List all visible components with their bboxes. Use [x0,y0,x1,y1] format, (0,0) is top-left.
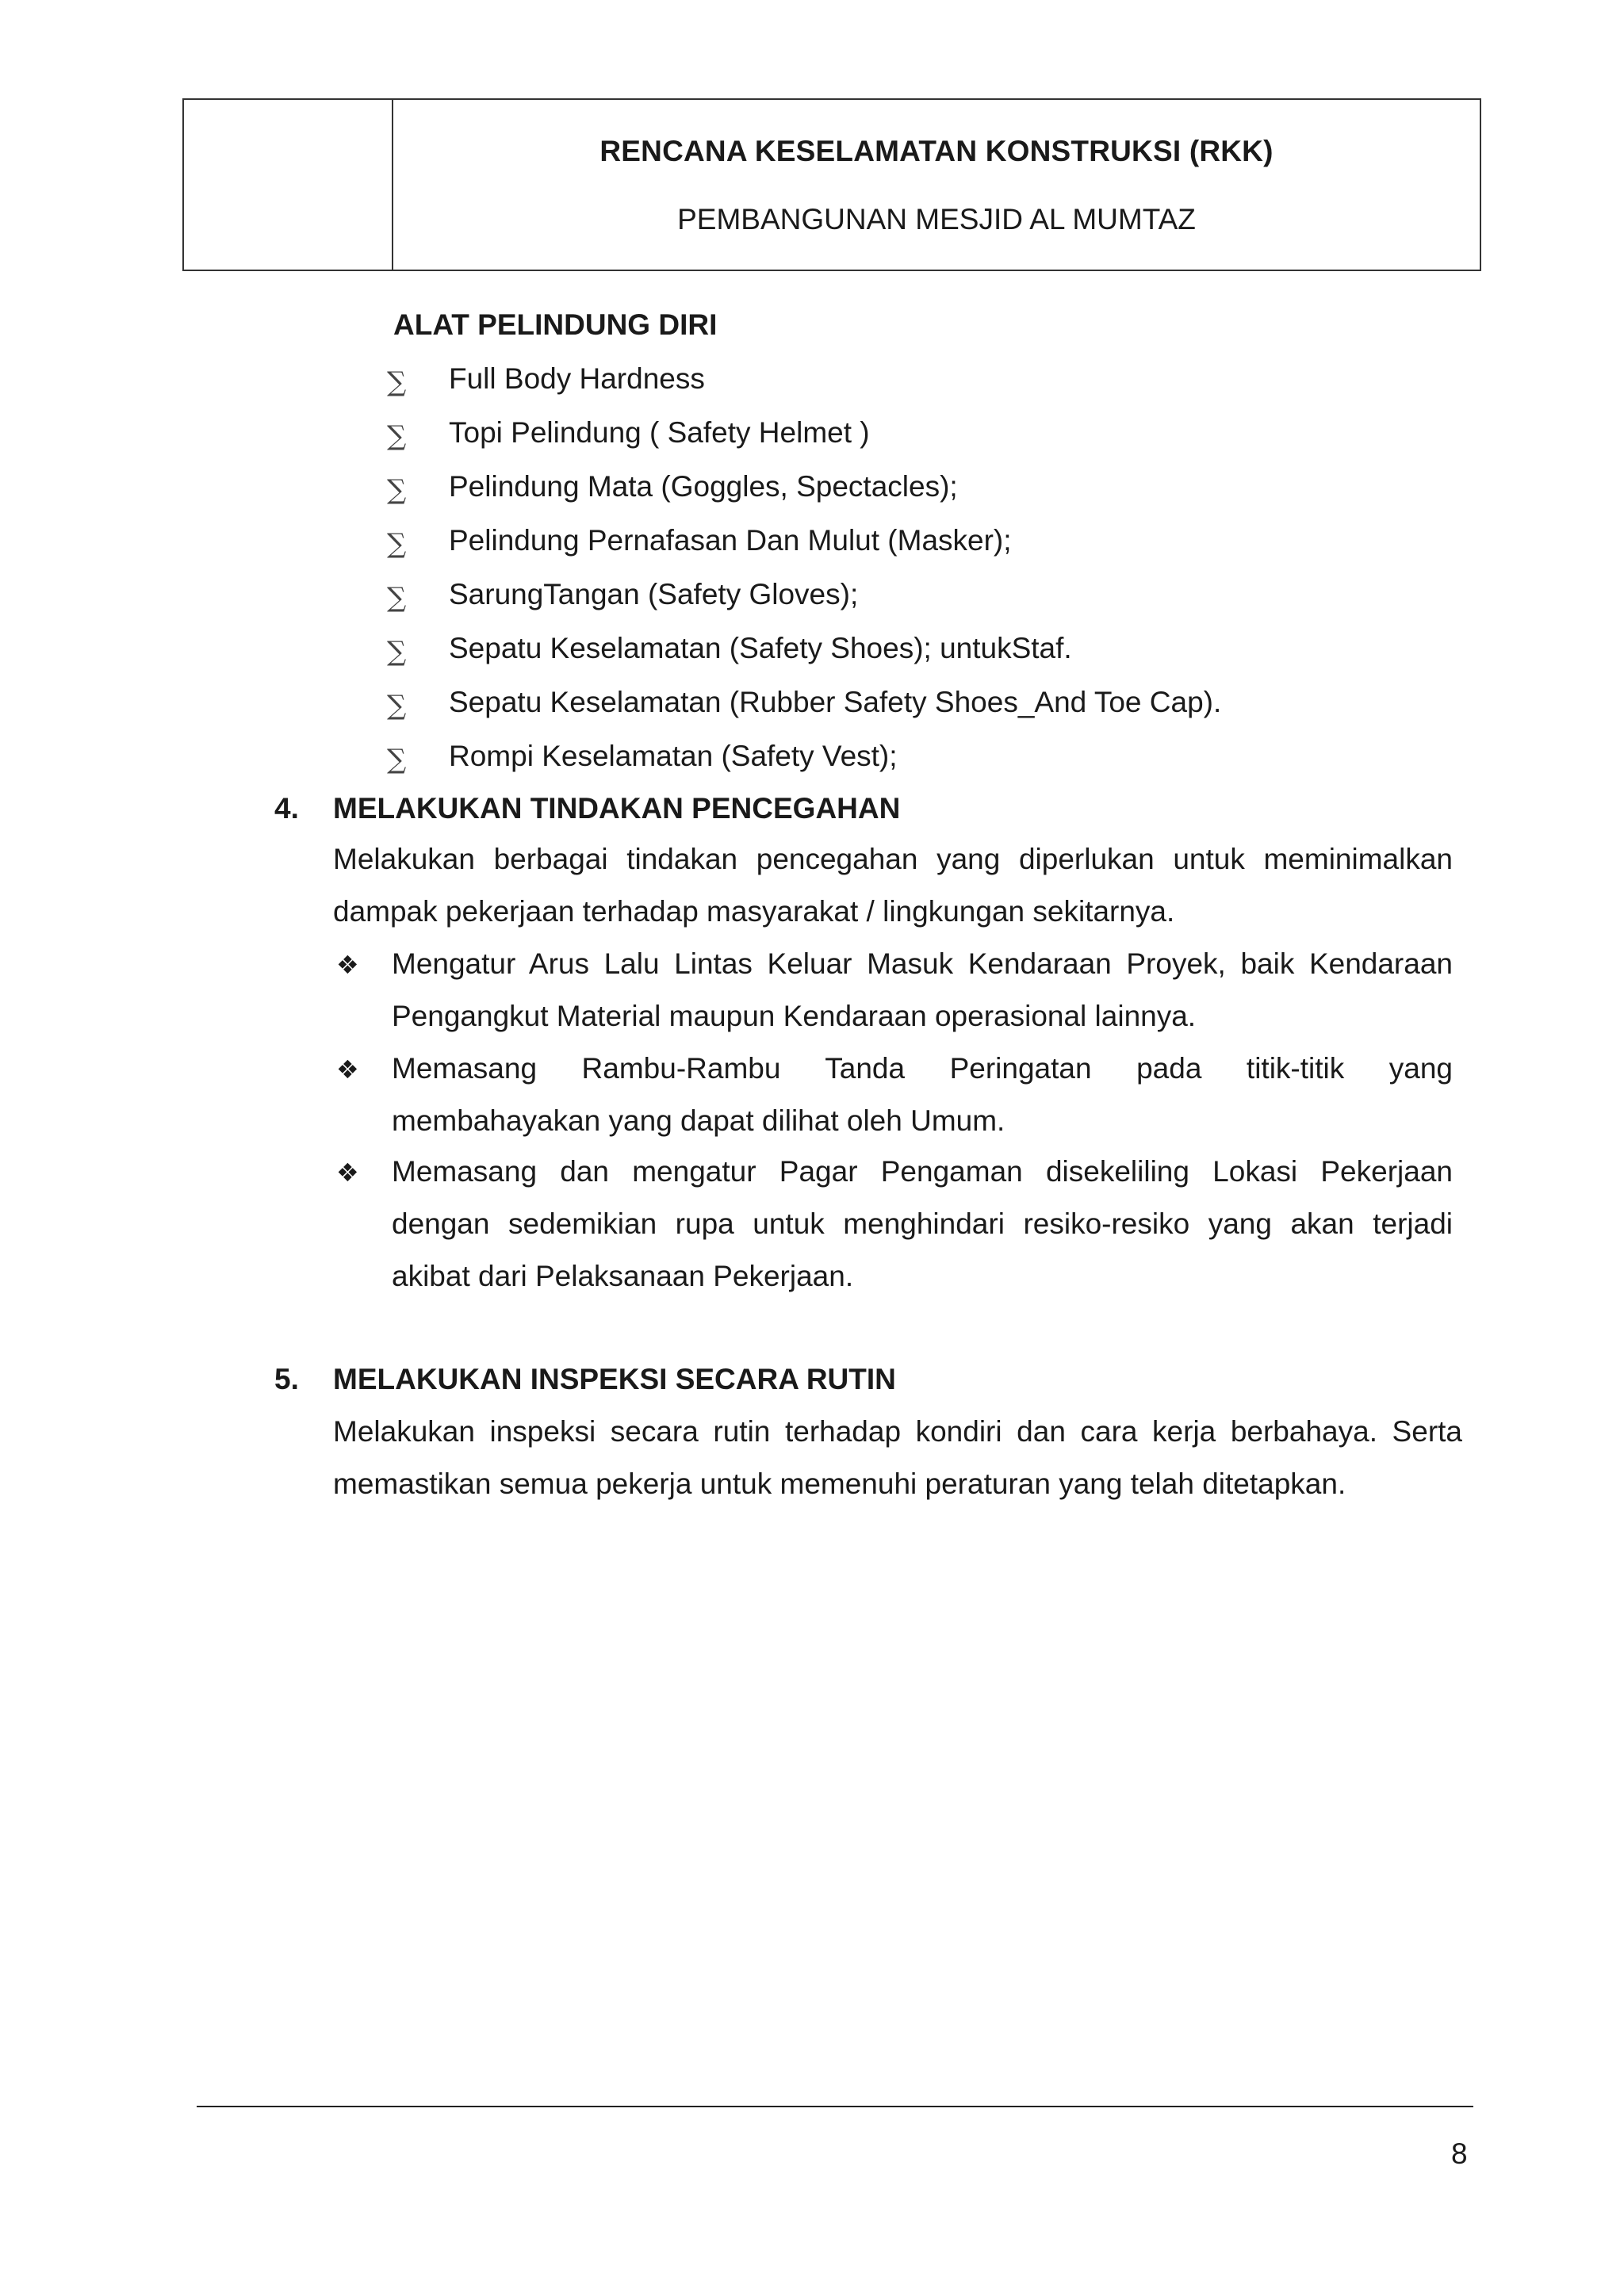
section-paragraph-line: dampak pekerjaan terhadap masyarakat / lingkungan sekitarnya. [333,895,1175,928]
bullet-text-line: Memasang Rambu-Rambu Tanda Peringatan pada titik-titik yang [392,1052,1453,1085]
bullet-text-line: dengan sedemikian rupa untuk menghindari resiko-resiko yang akan terjadi [392,1207,1453,1240]
section-number: 4. [274,792,299,825]
apd-heading: ALAT PELINDUNG DIRI [393,308,718,341]
section-paragraph-line: memastikan semua pekerja untuk memenuhi peraturan yang telah ditetapkan. [333,1468,1346,1500]
bullet-text-line: membahayakan yang dapat dilihat oleh Umum. [392,1104,1005,1137]
sigma-bullet-icon: ∑ [387,420,407,452]
document-title: RENCANA KESELAMATAN KONSTRUKSI (RKK) [599,135,1274,167]
sigma-bullet-icon: ∑ [387,690,407,721]
section-number: 5. [274,1363,299,1395]
sigma-bullet-icon: ∑ [387,474,407,506]
section-heading: MELAKUKAN INSPEKSI SECARA RUTIN [333,1363,896,1395]
document-header [182,98,1481,271]
diamond-bullet-icon: ❖ [336,1054,359,1085]
apd-item: Sepatu Keselamatan (Safety Shoes); untukStaf. [449,632,1072,664]
sigma-bullet-icon: ∑ [387,528,407,560]
page-number: 8 [1451,2137,1468,2170]
sigma-bullet-icon: ∑ [387,582,407,614]
section-heading: MELAKUKAN TINDAKAN PENCEGAHAN [333,792,901,825]
apd-item: Topi Pelindung ( Safety Helmet ) [449,416,870,449]
bullet-text-line: Memasang dan mengatur Pagar Pengaman disekeliling Lokasi Pekerjaan [392,1155,1453,1188]
apd-item: Full Body Hardness [449,362,705,395]
project-name: PEMBANGUNAN MESJID AL MUMTAZ [677,203,1196,235]
sigma-bullet-icon: ∑ [387,366,407,398]
diamond-bullet-icon: ❖ [336,1158,359,1188]
apd-item: Sepatu Keselamatan (Rubber Safety Shoes_And Toe Cap). [449,686,1222,718]
header-logo-cell [184,100,393,270]
sigma-bullet-icon: ∑ [387,744,407,775]
sigma-bullet-icon: ∑ [387,636,407,668]
bullet-text-line: Mengatur Arus Lalu Lintas Keluar Masuk Kendaraan Proyek, baik Kendaraan [392,947,1453,980]
footer-divider [197,2106,1473,2107]
apd-item: Rompi Keselamatan (Safety Vest); [449,740,898,772]
section-paragraph-line: Melakukan inspeksi secara rutin terhadap kondiri dan cara kerja berbahaya. Serta [333,1415,1462,1448]
apd-item: Pelindung Pernafasan Dan Mulut (Masker); [449,524,1012,557]
bullet-text-line: Pengangkut Material maupun Kendaraan operasional lainnya. [392,1000,1197,1032]
section-paragraph-line: Melakukan berbagai tindakan pencegahan yang diperlukan untuk meminimalkan [333,843,1453,875]
diamond-bullet-icon: ❖ [336,950,359,980]
bullet-text-line: akibat dari Pelaksanaan Pekerjaan. [392,1260,854,1292]
apd-item: SarungTangan (Safety Gloves); [449,578,859,610]
apd-item: Pelindung Mata (Goggles, Spectacles); [449,470,958,503]
